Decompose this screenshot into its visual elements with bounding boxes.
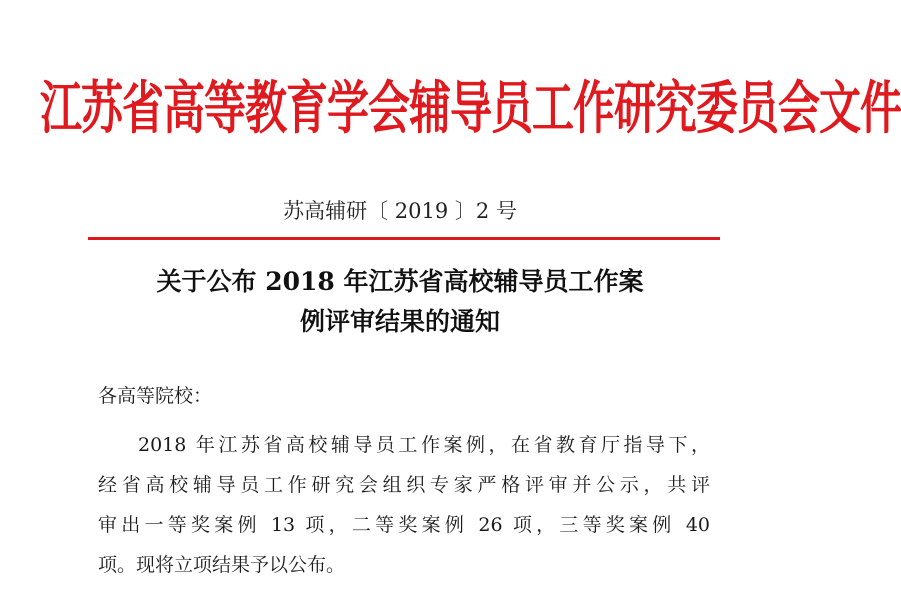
body-line-2: 经省高校辅导员工作研究会组织专家严格评审并公示，共评 xyxy=(98,474,710,496)
red-divider-line xyxy=(88,237,720,240)
notice-title xyxy=(60,262,740,342)
body-line-1: 2018 年江苏省高校辅导员工作案例，在省教育厅指导下， xyxy=(138,434,710,456)
notice-title-line-2: 例评审结果的通知 xyxy=(299,307,500,336)
document-number: 苏高辅研〔 2019 〕2 号 xyxy=(283,199,517,223)
body-line-4: 项。现将立项结果予以公布。 xyxy=(98,554,346,576)
notice-title-line-1: 关于公布 2018 年江苏省高校辅导员工作案 xyxy=(156,267,644,296)
salutation: 各高等院校： xyxy=(98,385,213,407)
body-paragraph xyxy=(98,425,710,585)
body-line-3: 审出一等奖案例 13 项，二等奖案例 26 项，三等奖案例 40 xyxy=(98,514,710,536)
issuing-organization-title: 江苏省高等教育学会辅导员工作研究委员会文件 xyxy=(40,74,901,141)
